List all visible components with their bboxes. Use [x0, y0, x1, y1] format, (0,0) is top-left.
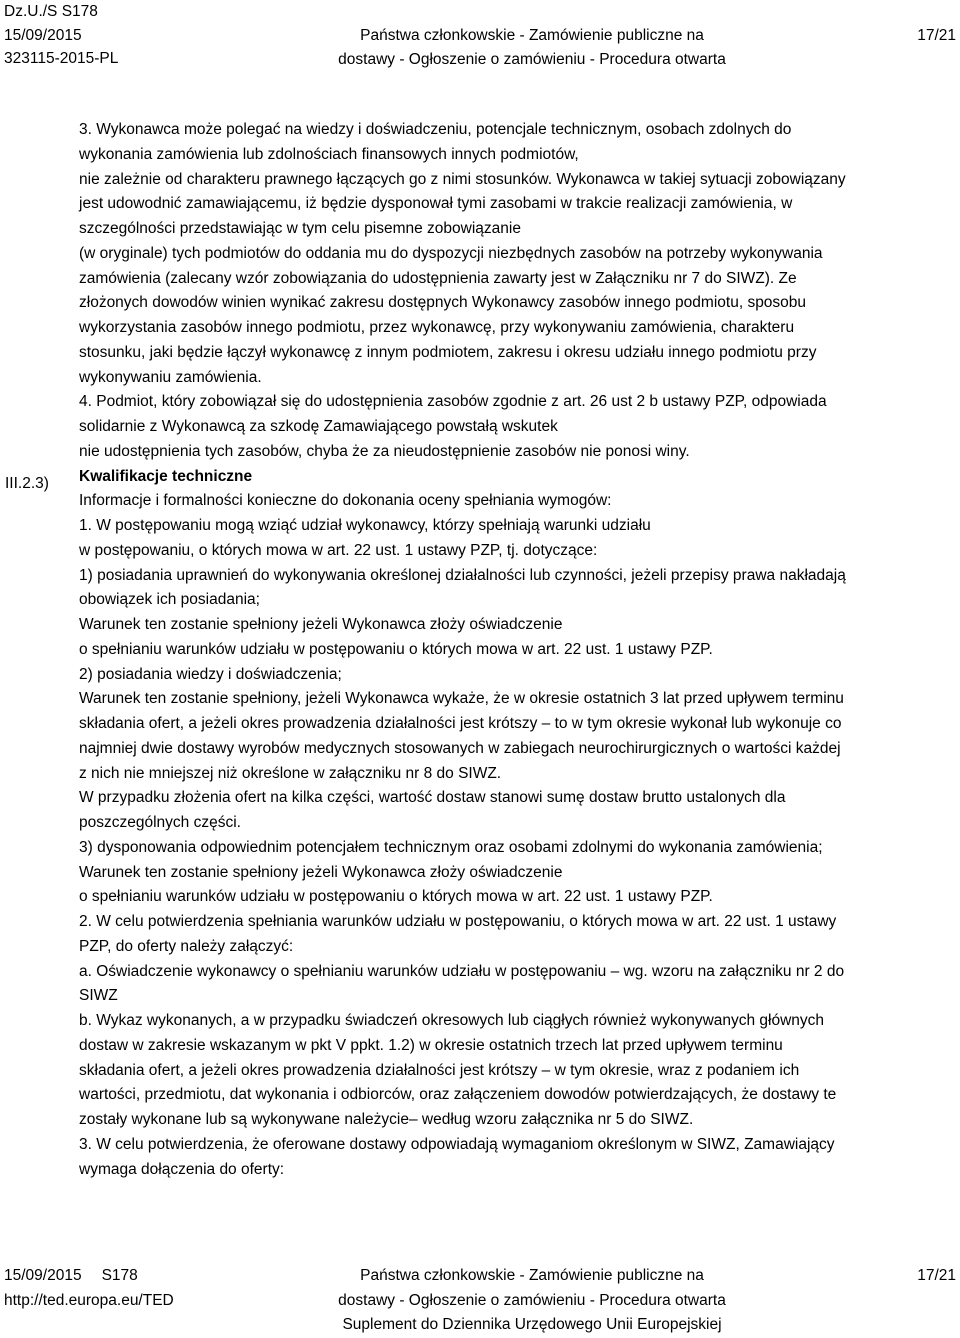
body-line: nie udostępnienia tych zasobów, chyba że za nieudostępnienie zasobów nie ponosi winy. [79, 442, 690, 460]
section-line: najmniej dwie dostawy wyrobów medycznych stosowanych w zabiegach neurochirurgicznych o wartości każdej [79, 739, 841, 757]
section-line: Informacje i formalności konieczne do dokonania oceny spełniania wymogów: [79, 492, 612, 510]
section-line: Warunek ten zostanie spełniony jeżeli Wykonawca złoży oświadczenie [79, 616, 563, 633]
section-line: 1. W postępowaniu mogą wziąć udział wykonawcy, którzy spełniają warunki udziału [79, 517, 651, 534]
section-line: poszczególnych części. [79, 814, 241, 831]
body-line: wykonania zamówienia lub zdolnościach finansowych innych podmiotów, [79, 145, 579, 163]
footer-supplement: Suplement do Dziennika Urzędowego Unii Europejskiej [342, 1316, 722, 1333]
footer-document-info [4, 1264, 174, 1313]
body-line: wykorzystania zasobów innego podmiotu, przez wykonawcę, przy wykonywaniu zamówienia, charakteru [79, 319, 795, 336]
section-line: składania ofert, a jeżeli okres prowadzenia działalności jest krótszy – w tym okresie, wraz z podaniem ich [79, 1061, 800, 1079]
body-line: szczególności przedstawiając w tym celu pisemne zobowiązanie [79, 220, 521, 237]
section-line: 3. W celu potwierdzenia, że oferowane dostawy odpowiadają wymaganiom określonym w SIWZ, Zamawiający [79, 1135, 835, 1153]
section-heading: Kwalifikacje techniczne [79, 467, 253, 485]
section-line: wymaga dołączenia do oferty: [79, 1160, 285, 1178]
footer-title [300, 1264, 764, 1338]
header-notice-number: 323115-2015-PL [4, 50, 119, 67]
section-number: III.2.3) [5, 475, 49, 492]
header-journal-ref: Dz.U./S S178 [4, 3, 98, 20]
section-line: w postępowaniu, o których mowa w art. 22 ust. 1 ustawy PZP, tj. dotyczące: [79, 541, 598, 559]
header-document-info [4, 0, 118, 71]
footer-url: http://ted.europa.eu/TED [4, 1291, 174, 1309]
section-line: 2) posiadania wiedzy i doświadczenia; [79, 665, 342, 683]
body-line: (w oryginale) tych podmiotów do oddania mu do dyspozycji niezbędnych zasobów na potrzeby wykonywania [79, 244, 823, 262]
footer-title-line-2: dostawy - Ogłoszenie o zamówieniu - Procedura otwarta [338, 1291, 726, 1309]
header-date: 15/09/2015 [4, 26, 82, 44]
section-line: Warunek ten zostanie spełniony, jeżeli Wykonawca wykaże, że w okresie ostatnich 3 lat przed upływem terminu [79, 690, 844, 708]
section-line: z nich nie mniejszej niż określone w załączniku nr 8 do SIWZ. [79, 764, 502, 782]
body-line: jest udowodnić zamawiającemu, iż będzie dysponował tymi zasobami w trakcie realizacji zamówienia, w [79, 195, 793, 213]
section-line: o spełnianiu warunków udziału w postępowaniu o których mowa w art. 22 ust. 1 ustawy PZP. [79, 640, 713, 658]
section-line: 2. W celu potwierdzenia spełniania warunków udziału w postępowaniu, o których mowa w art. 22 ust. 1 ustawy [79, 913, 837, 930]
header-title [308, 24, 756, 71]
body-line: wykonywaniu zamówienia. [79, 368, 262, 386]
body-line: 4. Podmiot, który zobowiązał się do udostępnienia zasobów zgodnie z art. 26 ust 2 b ustawy PZP, odpowiada [79, 393, 827, 411]
body-line: stosunku, jaki będzie łączył wykonawcę z innym podmiotem, zakresu i okresu udziału innego podmiotu przy [79, 343, 817, 361]
section-line: Warunek ten zostanie spełniony jeżeli Wykonawca złoży oświadczenie [79, 863, 563, 881]
section-line: 3) dysponowania odpowiednim potencjałem technicznym oraz osobami zdolnymi do wykonania zamówienia; [79, 838, 823, 856]
body-line: 3. Wykonawca może polegać na wiedzy i doświadczeniu, potencjale technicznym, osobach zdolnych do [79, 121, 792, 138]
document-body [79, 118, 846, 1182]
header-title-line-2: dostawy - Ogłoszenie o zamówieniu - Procedura otwarta [338, 50, 726, 68]
footer-issue: S178 [101, 1267, 138, 1284]
footer-date: 15/09/2015 [4, 1267, 82, 1284]
body-line: nie zależnie od charakteru prawnego łączących go z nimi stosunków. Wykonawca w takiej sytuacji zobowiązany [79, 170, 846, 188]
body-line: zamówienia (zalecany wzór zobowiązania do udostępnienia zawarty jest w Załączniku nr 7 do SIWZ). Ze [79, 269, 797, 287]
section-line: składania ofert, a jeżeli okres prowadzenia działalności jest krótszy – to w tym okresie wykonał lub wykonuje co [79, 715, 842, 732]
section-line: SIWZ [79, 987, 118, 1005]
section-line: wartości, przedmiotu, dat wykonania i odbiorców, oraz załączeniem dowodów potwierdzających, że dostawy te [79, 1086, 837, 1104]
footer-title-line-1: Państwa członkowskie - Zamówienie publiczne na [360, 1267, 704, 1284]
section-line: zostały wykonane lub są wykonywane należycie– według wzoru załącznika nr 5 do SIWZ. [79, 1111, 694, 1128]
section-line: W przypadku złożenia ofert na kilka części, wartość dostaw stanowi sumę dostaw brutto ustalonych dla [79, 789, 786, 807]
section-line: o spełnianiu warunków udziału w postępowaniu o których mowa w art. 22 ust. 1 ustawy PZP. [79, 888, 713, 906]
header-page-number: 17/21 [917, 27, 956, 44]
section-line: obowiązek ich posiadania; [79, 591, 260, 609]
header-title-line-1: Państwa członkowskie - Zamówienie publiczne na [360, 27, 704, 44]
section-line: a. Oświadczenie wykonawcy o spełnianiu warunków udziału w postępowaniu – wg. wzoru na załączniku nr 2 do [79, 962, 845, 980]
body-line: solidarnie z Wykonawcą za szkodę Zamawiającego powstałą wskutek [79, 418, 558, 435]
body-line: złożonych dowodów winien wynikać zakresu dostępnych Wykonawcy zasobów innego podmiotu, sposobu [79, 294, 807, 312]
section-line: dostaw w zakresie wskazanym w pkt V ppkt. 1.2) w okresie ostatnich trzech lat przed upływem terminu [79, 1036, 783, 1054]
section-line: 1) posiadania uprawnień do wykonywania określonej działalności lub czynności, jeżeli przepisy prawa nakładają [79, 566, 846, 584]
section-line: PZP, do oferty należy załączyć: [79, 937, 294, 955]
section-line: b. Wykaz wykonanych, a w przypadku świadczeń okresowych lub ciągłych również wykonywanych głównych [79, 1012, 825, 1029]
footer-page-number: 17/21 [917, 1267, 956, 1284]
